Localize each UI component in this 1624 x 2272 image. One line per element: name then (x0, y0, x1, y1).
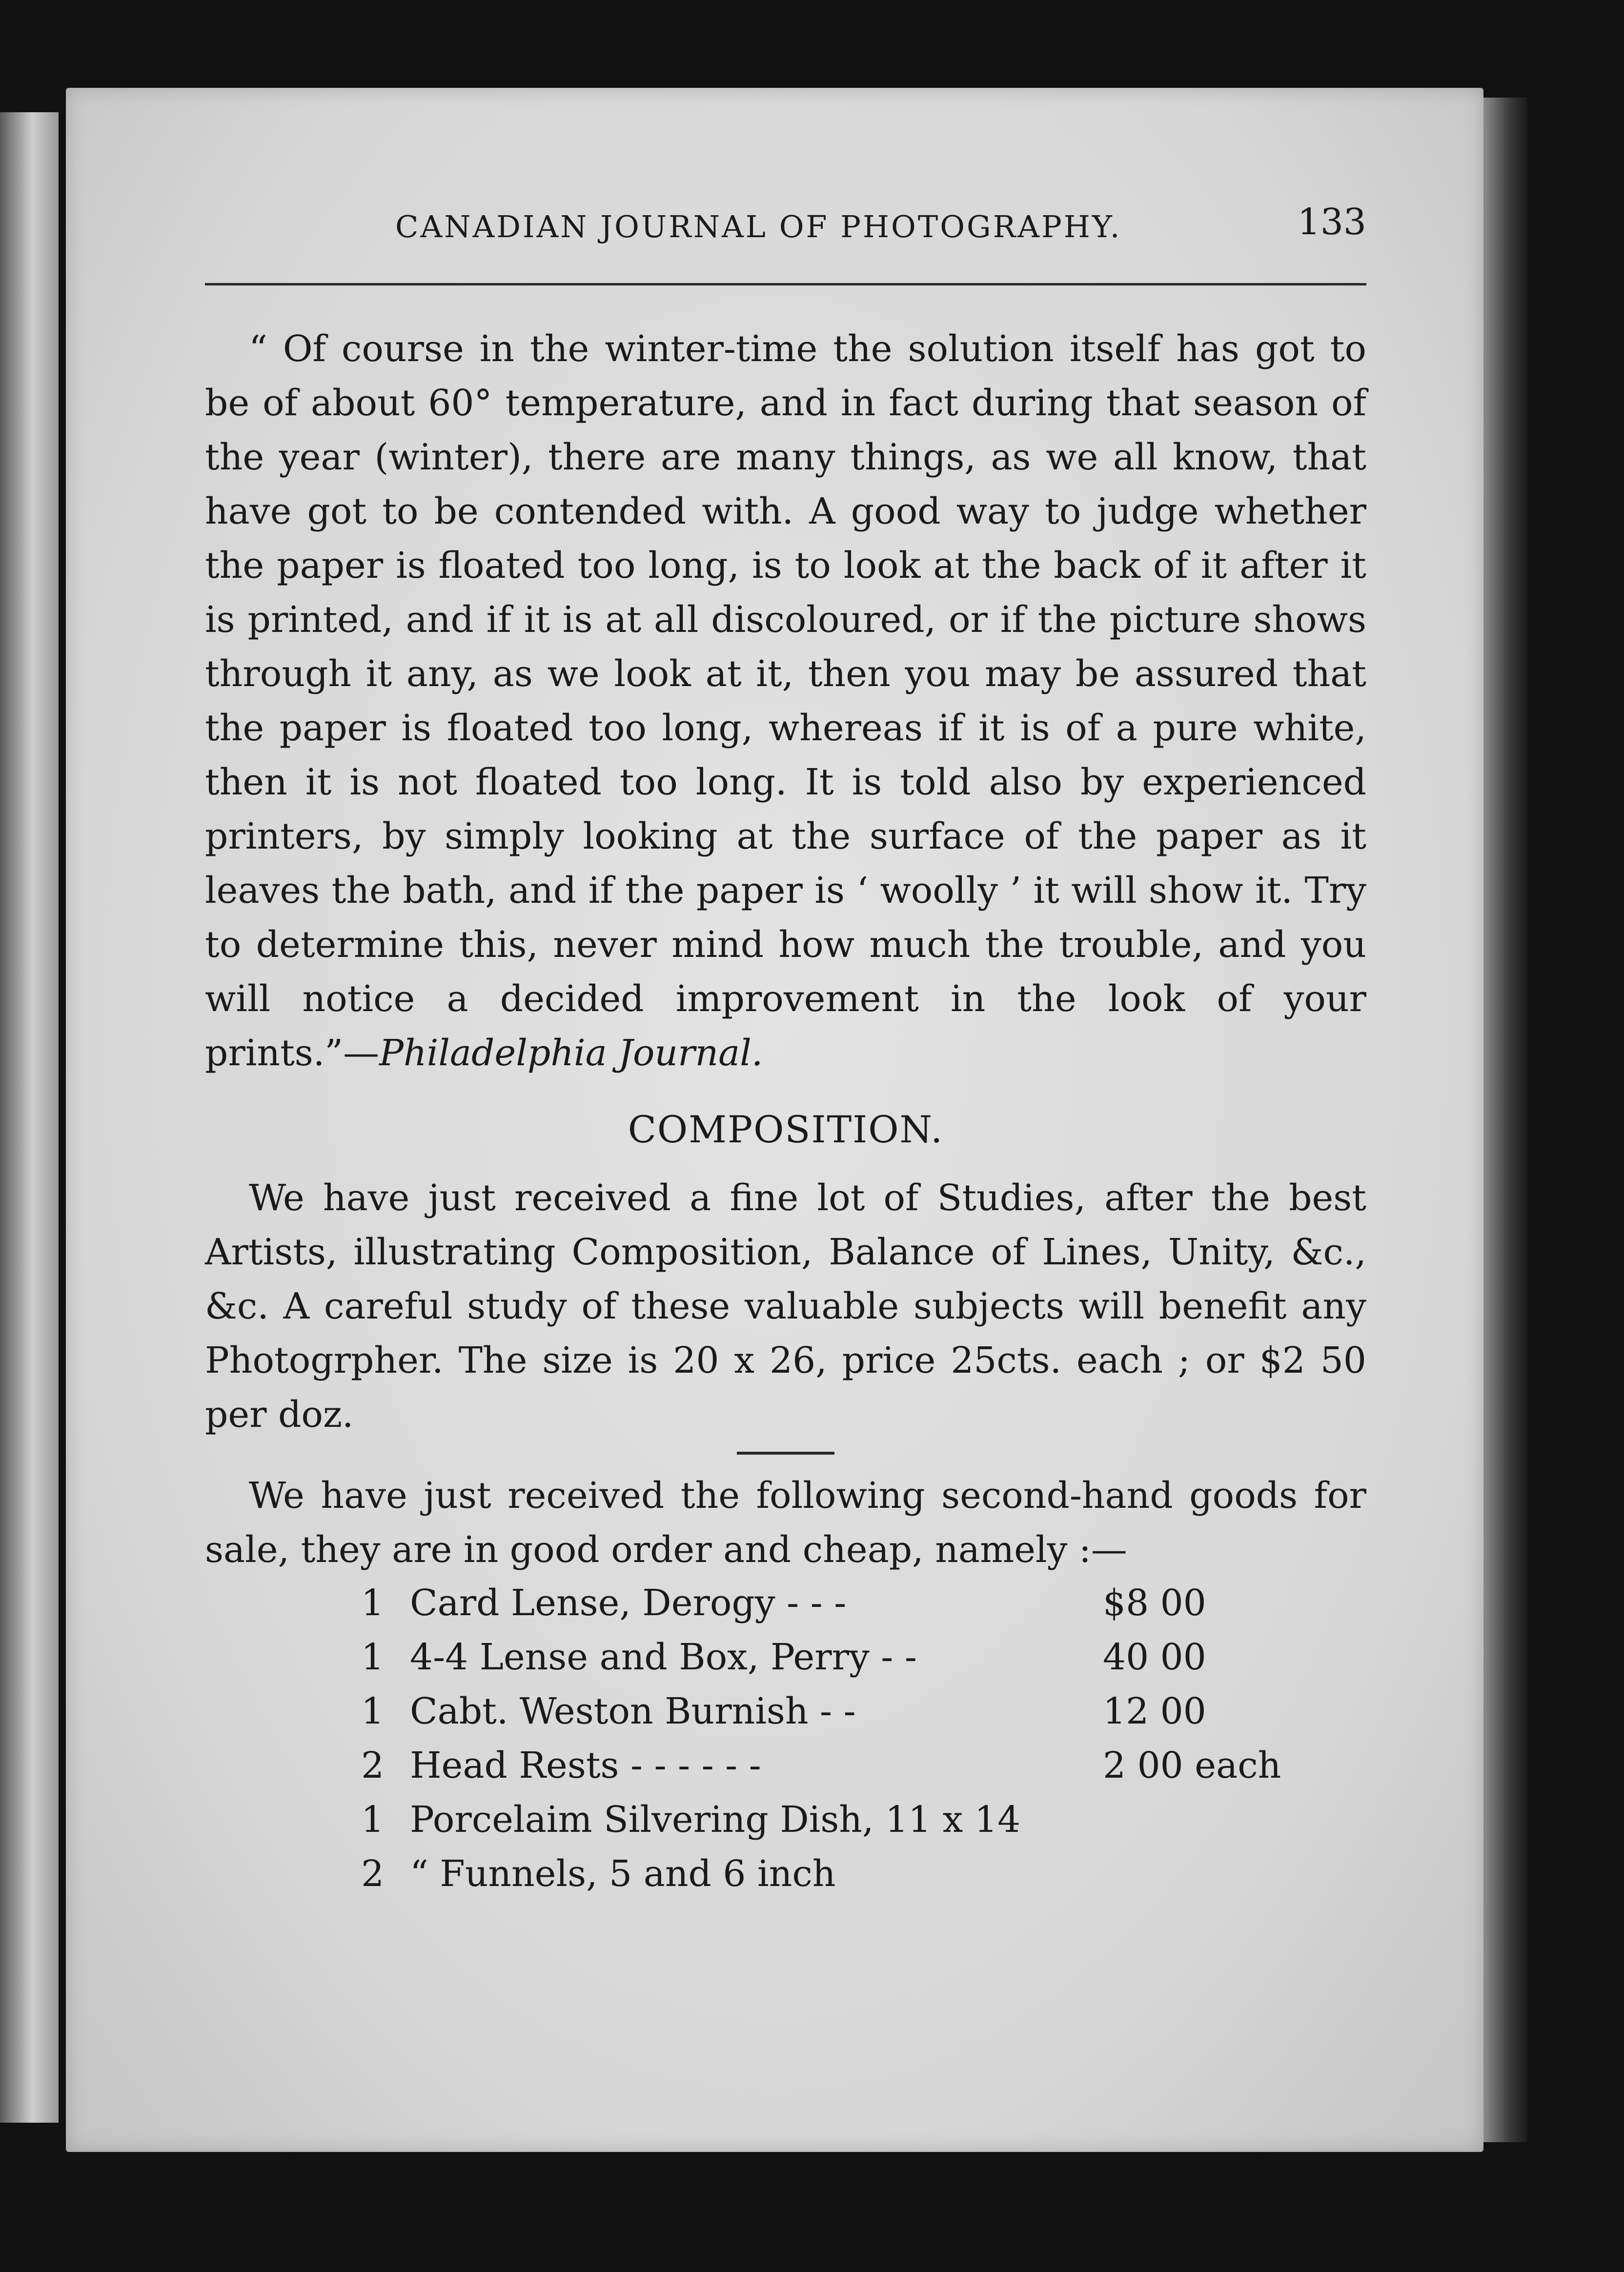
adjacent-page-edge (0, 112, 59, 2123)
item-description: Cabt. Weston Burnish - - (410, 1690, 856, 1732)
item-qty: 1 (361, 1799, 385, 1841)
item-qty: 1 (361, 1690, 385, 1732)
running-title: CANADIAN JOURNAL OF PHOTOGRAPHY. (395, 209, 1122, 244)
composition-title: COMPOSITION. (628, 1108, 944, 1151)
item-qty: 1 (361, 1636, 385, 1678)
item-price: 2 00 each (1103, 1745, 1281, 1786)
article-paragraph (205, 322, 1366, 1080)
item-description: 4-4 Lense and Box, Perry - - (410, 1636, 917, 1678)
item-qty: 2 (361, 1853, 385, 1895)
item-qty: 1 (361, 1582, 385, 1624)
page-number: 133 (1297, 201, 1366, 243)
list-item (361, 1739, 1366, 1793)
item-description: Card Lense, Derogy - - - (410, 1582, 847, 1624)
item-description: Porcelaim Silvering Dish, 11 x 14 (410, 1799, 1021, 1841)
list-item (361, 1630, 1366, 1684)
composition-paragraph: We have just received a fine lot of Studies, after the best Artists, illustrating Composition, Balance of Lines, Unity, &c., &c. A careful study of these valuable subjects will benefit any Photogrpher. The size is 20 x 26, price 25cts. each ; or $2 50 per doz. (205, 1177, 1366, 1436)
article-block (205, 322, 1366, 1080)
sale-intro: We have just received the following second-hand goods for sale, they are in good order and cheap, namely :— (205, 1475, 1366, 1571)
article-source: Philadelphia Journal. (379, 1032, 763, 1074)
composition-block (205, 1171, 1366, 1442)
sale-items-list (361, 1576, 1366, 1901)
header-rule (205, 283, 1366, 285)
item-price: $8 00 (1103, 1582, 1206, 1624)
item-qty: 2 (361, 1745, 385, 1786)
list-item (361, 1847, 1366, 1901)
item-description: “ Funnels, 5 and 6 inch (410, 1853, 836, 1895)
section-divider (737, 1452, 834, 1455)
page-shadow-edge (1483, 98, 1527, 2142)
item-price: 40 00 (1103, 1636, 1206, 1678)
sale-block (205, 1469, 1366, 1577)
item-description: Head Rests - - - - - - (410, 1745, 761, 1786)
list-item (361, 1576, 1366, 1630)
page-header (137, 195, 1366, 249)
list-item (361, 1684, 1366, 1739)
item-price: 12 00 (1103, 1690, 1206, 1732)
article-text: “ Of course in the winter-time the solution itself has got to be of about 60° temperature, and in fact during that season of the year (winter), there are many things, as we all know, that have got to be contended with. A good way to judge whether the paper is floated too long, is to look at the back of it after it is printed, and if it is at all discoloured, or if the picture shows through it any, as we look at it, then you may be assured that the paper is floated too long, whereas if it is of a pure white, then it is not floated too long. It is told also by experienced printers, by simply looking at the surface of the paper as it leaves the bath, and if the paper is ‘ woolly ’ it will show it. Try to determine this, never mind how much the trouble, and you will notice a decided improvement in the look of your prints.”— (205, 328, 1366, 1074)
list-item (361, 1793, 1366, 1847)
